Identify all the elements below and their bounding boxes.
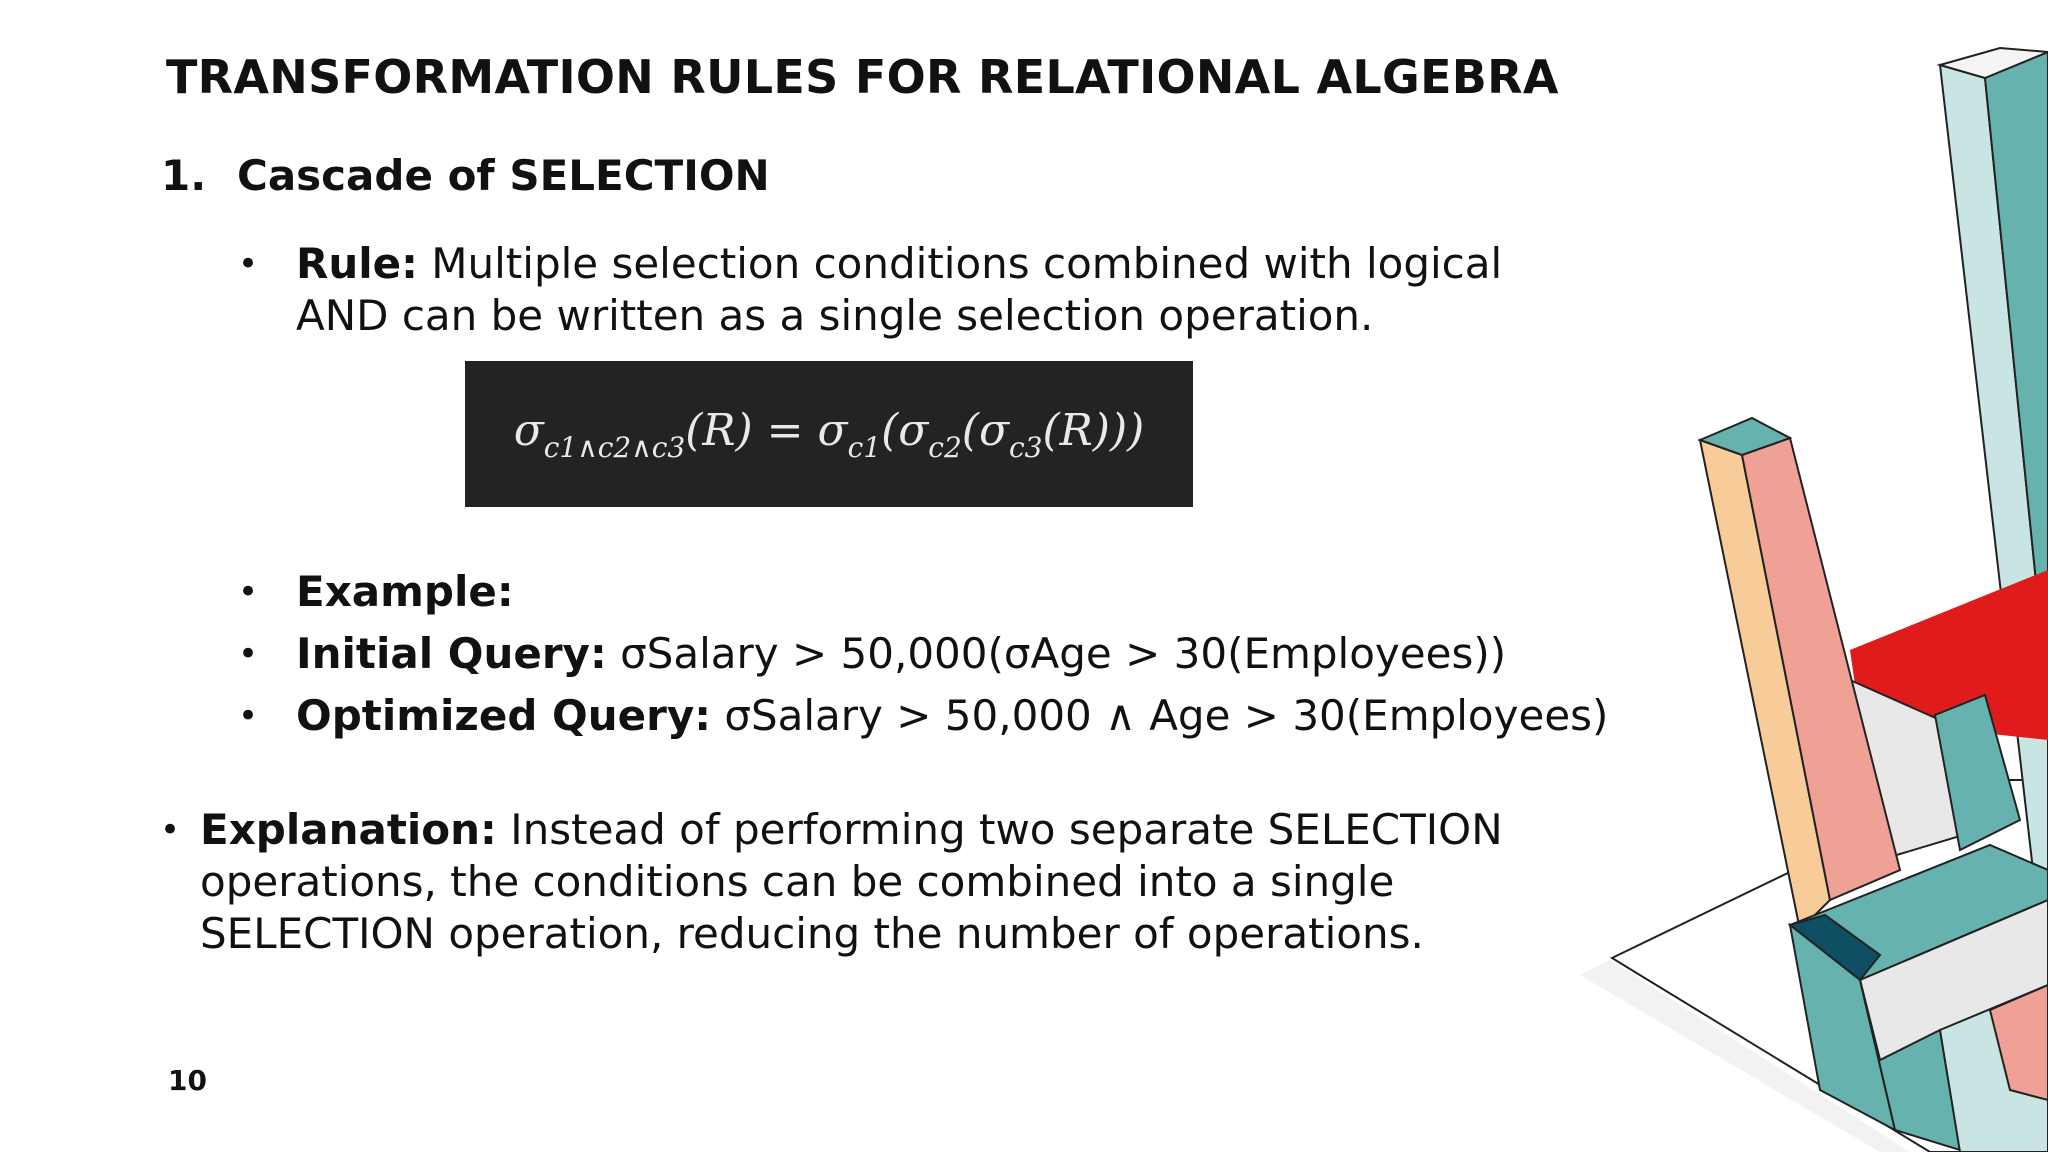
section-heading	[161, 151, 770, 200]
rule-bullet	[238, 238, 1586, 342]
bullet-icon: •	[238, 634, 259, 674]
example-label: Example:	[296, 567, 514, 616]
bullet-icon: •	[238, 572, 259, 612]
initial-query-bullet	[238, 628, 1507, 680]
formula-expression: $\sigma_{c1\wedge c2\wedge c3}(R) = \sigma_{c1}(\sigma_{c2}(\sigma_{c3}(R)))$	[513, 404, 1145, 464]
bullet-icon: •	[160, 810, 181, 850]
decorative-blocks-illustration	[1560, 0, 2048, 1152]
bullet-icon: •	[238, 244, 259, 284]
rule-label: Rule:	[296, 239, 418, 288]
initial-query-label: Initial Query:	[296, 629, 607, 678]
explanation-bullet	[160, 804, 1590, 960]
slide-title: TRANSFORMATION RULES FOR RELATIONAL ALGEBRA	[166, 50, 1559, 104]
optimized-query-label: Optimized Query:	[296, 691, 711, 740]
formula-box	[465, 361, 1193, 507]
rule-text: Multiple selection conditions combined with logical AND can be written as a single selection operation.	[296, 239, 1503, 340]
explanation-text: Instead of performing two separate SELECTION operations, the conditions can be combined into a single SELECTION operation, reducing the number of operations.	[200, 805, 1503, 958]
heading-number: 1.	[161, 151, 207, 200]
initial-query-text: σSalary > 50,000(σAge > 30(Employees))	[620, 629, 1507, 678]
optimized-query-bullet	[238, 690, 1609, 742]
explanation-label: Explanation:	[200, 805, 497, 854]
page-number: 10	[168, 1064, 207, 1097]
optimized-query-text: σSalary > 50,000 ∧ Age > 30(Employees)	[724, 691, 1609, 740]
bullet-icon: •	[238, 696, 259, 736]
heading-text: Cascade of SELECTION	[237, 151, 770, 200]
example-bullet	[238, 566, 514, 618]
